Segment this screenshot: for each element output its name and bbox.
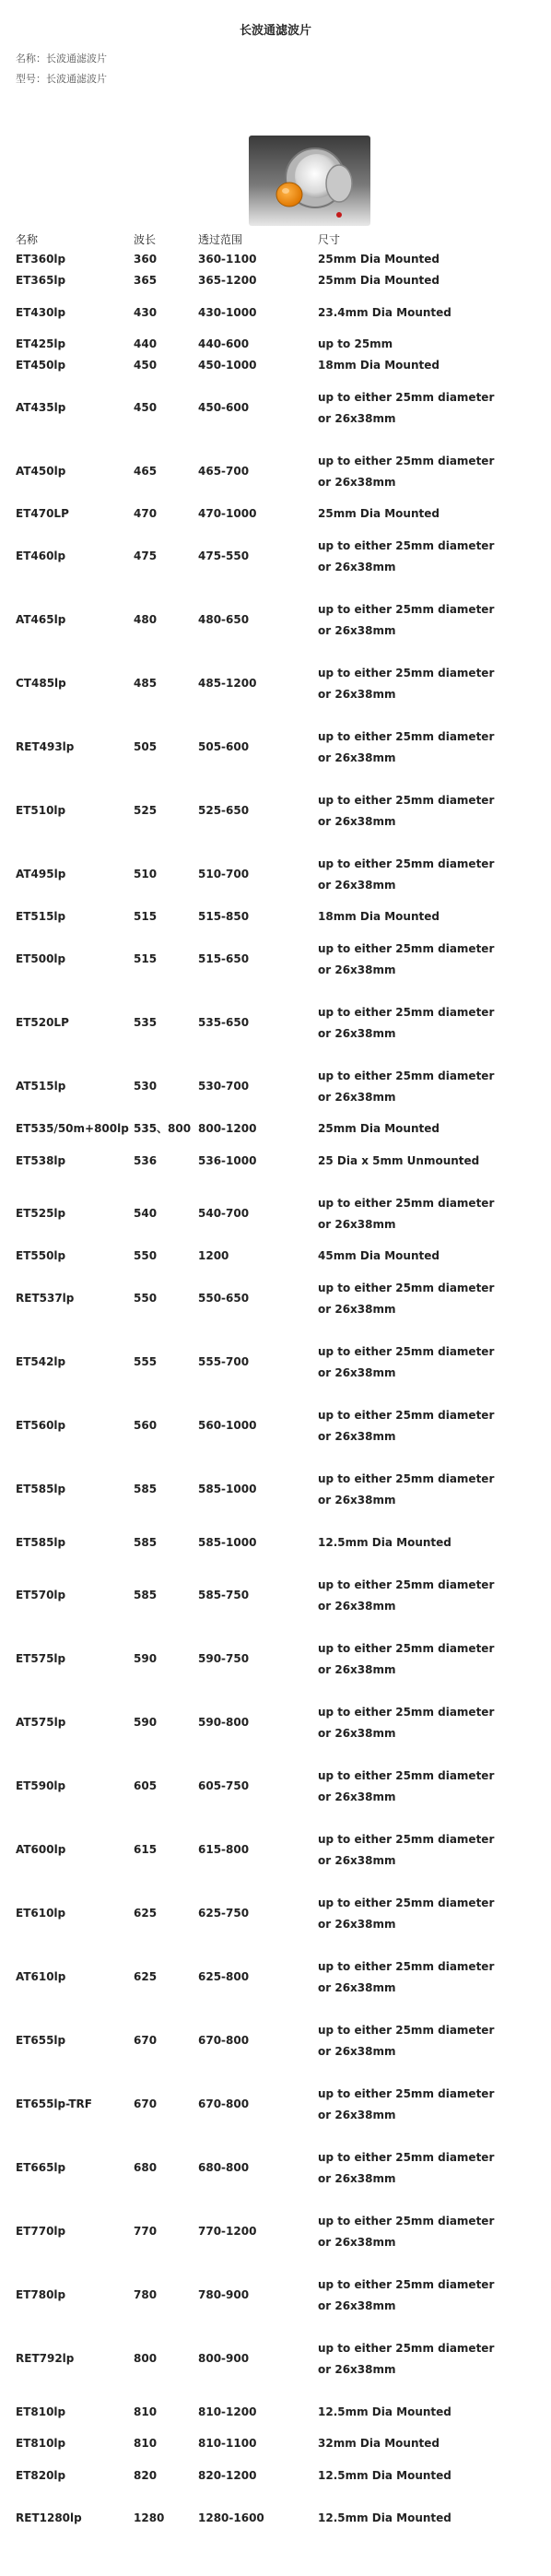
wavelength-cell: 510	[134, 868, 158, 880]
filter-name-cell: ET655lp-TRF	[16, 2097, 92, 2110]
table-row	[16, 1394, 495, 1458]
size-cell: 18mm Dia Mounted	[318, 910, 440, 923]
transmission-range-cell: 515-650	[198, 952, 250, 965]
size-cell: up to 25mm	[318, 337, 393, 350]
transmission-range-cell: 1280-1600	[198, 2511, 264, 2524]
table-row	[16, 355, 495, 376]
size-cell: 25mm Dia Mounted	[318, 274, 440, 287]
transmission-range-cell: 585-750	[198, 1589, 250, 1601]
transmission-range-cell: 585-1000	[198, 1535, 257, 1549]
table-row	[16, 1118, 495, 1140]
transmission-range-cell: 430-1000	[198, 305, 257, 319]
filter-name-cell: ET770lp	[16, 2225, 66, 2238]
size-cell: 18mm Dia Mounted	[318, 359, 440, 372]
filter-name-cell: RET1280lp	[16, 2511, 82, 2524]
table-row	[16, 715, 495, 779]
wavelength-cell: 810	[134, 2437, 158, 2450]
wavelength-cell: 670	[134, 2034, 158, 2047]
size-cell: up to either 25mm diameter or 26x38mm	[318, 1578, 495, 1613]
transmission-range-cell: 625-750	[198, 1907, 250, 1920]
transmission-range-cell: 670-800	[198, 2097, 250, 2110]
size-cell: 45mm Dia Mounted	[318, 1249, 440, 1262]
filter-name-cell: RET493lp	[16, 740, 75, 753]
transmission-range-cell: 585-1000	[198, 1483, 257, 1495]
transmission-range-cell: 470-1000	[198, 507, 257, 520]
header-name: 名称	[16, 232, 39, 246]
size-cell: up to either 25mm diameter or 26x38mm	[318, 2086, 495, 2121]
table-row	[16, 1945, 495, 2009]
transmission-range-cell: 770-1200	[198, 2225, 257, 2238]
size-cell: up to either 25mm diameter or 26x38mm	[318, 2341, 495, 2376]
table-row	[16, 1882, 495, 1945]
filter-name-cell: ET560lp	[16, 1419, 66, 1432]
filter-name-cell: ET425lp	[16, 337, 66, 350]
wavelength-cell: 810	[134, 2405, 158, 2418]
size-cell: 25mm Dia Mounted	[318, 507, 440, 520]
wavelength-cell: 780	[134, 2288, 158, 2301]
wavelength-cell: 480	[134, 613, 158, 626]
size-cell: up to either 25mm diameter or 26x38mm	[318, 666, 495, 701]
product-name-label: 名称：长波通滤波片	[16, 53, 107, 65]
size-cell: 25mm Dia Mounted	[318, 1122, 440, 1135]
table-row	[16, 503, 495, 525]
table-row	[16, 2009, 495, 2073]
filter-name-cell: CT485lp	[16, 677, 66, 690]
filter-name-cell: ET610lp	[16, 1907, 66, 1920]
wavelength-cell: 540	[134, 1207, 158, 1220]
filter-name-cell: ET810lp	[16, 2437, 66, 2450]
table-row	[16, 440, 495, 503]
table-row	[16, 270, 495, 291]
size-cell: up to either 25mm diameter or 26x38mm	[318, 941, 495, 976]
filter-name-cell: AT515lp	[16, 1080, 66, 1093]
size-cell: up to either 25mm diameter or 26x38mm	[318, 2214, 495, 2249]
size-cell: up to either 25mm diameter or 26x38mm	[318, 1471, 495, 1507]
transmission-range-cell: 360-1100	[198, 253, 257, 266]
filter-name-cell: ET360lp	[16, 253, 66, 266]
filter-name-cell: ET665lp	[16, 2161, 66, 2174]
size-cell: 23.4mm Dia Mounted	[318, 305, 451, 319]
table-row	[16, 1521, 495, 1564]
transmission-range-cell: 525-650	[198, 804, 250, 817]
table-row	[16, 1140, 495, 1182]
transmission-range-cell: 510-700	[198, 868, 250, 880]
table-row	[16, 2391, 495, 2433]
filter-name-cell: AT450lp	[16, 465, 66, 478]
table-row	[16, 1267, 495, 1330]
transmission-range-cell: 800-900	[198, 2352, 250, 2365]
size-cell: up to either 25mm diameter or 26x38mm	[318, 390, 495, 425]
wavelength-cell: 536	[134, 1153, 158, 1167]
transmission-range-cell: 605-750	[198, 1779, 250, 1792]
table-row	[16, 525, 495, 588]
wavelength-cell: 625	[134, 1907, 158, 1920]
wavelength-cell: 590	[134, 1652, 158, 1665]
filter-name-cell: ET585lp	[16, 1483, 66, 1495]
transmission-range-cell: 820-1200	[198, 2468, 257, 2482]
filter-name-cell: ET525lp	[16, 1207, 66, 1220]
wavelength-cell: 550	[134, 1292, 158, 1305]
size-cell: up to either 25mm diameter or 26x38mm	[318, 2023, 495, 2058]
size-cell: up to either 25mm diameter or 26x38mm	[318, 1768, 495, 1803]
filter-name-cell: ET460lp	[16, 549, 66, 562]
wavelength-cell: 440	[134, 337, 158, 350]
transmission-range-cell: 555-700	[198, 1355, 250, 1368]
transmission-range-cell: 1200	[198, 1249, 229, 1262]
table-row	[16, 1182, 495, 1246]
wavelength-cell: 820	[134, 2468, 158, 2482]
wavelength-cell: 470	[134, 507, 158, 520]
filter-name-cell: ET590lp	[16, 1779, 66, 1792]
wavelength-cell: 360	[134, 253, 158, 266]
transmission-range-cell: 560-1000	[198, 1419, 257, 1432]
wavelength-cell: 560	[134, 1419, 158, 1432]
table-body	[16, 249, 495, 2539]
size-cell: up to either 25mm diameter or 26x38mm	[318, 602, 495, 637]
table-row	[16, 991, 495, 1055]
transmission-range-cell: 590-750	[198, 1652, 250, 1665]
size-cell: up to either 25mm diameter or 26x38mm	[318, 729, 495, 764]
filter-name-cell: RET792lp	[16, 2352, 75, 2365]
size-cell: up to either 25mm diameter or 26x38mm	[318, 1069, 495, 1104]
transmission-range-cell: 615-800	[198, 1843, 250, 1856]
size-cell: 25mm Dia Mounted	[318, 253, 440, 266]
table-row	[16, 906, 495, 928]
table-row	[16, 2263, 495, 2327]
wavelength-cell: 535、800	[134, 1122, 192, 1135]
size-cell: 12.5mm Dia Mounted	[318, 2511, 451, 2524]
table-row	[16, 652, 495, 715]
transmission-range-cell: 450-600	[198, 401, 250, 414]
table-row	[16, 588, 495, 652]
size-cell: up to either 25mm diameter or 26x38mm	[318, 1705, 495, 1740]
table-row	[16, 2073, 495, 2136]
wavelength-cell: 505	[134, 740, 158, 753]
table-row	[16, 376, 495, 440]
filter-name-cell: ET570lp	[16, 1589, 66, 1601]
size-cell: 12.5mm Dia Mounted	[318, 2468, 451, 2482]
table-row	[16, 334, 495, 355]
table-row	[16, 1564, 495, 1627]
filter-product-image	[249, 136, 370, 226]
wavelength-cell: 515	[134, 910, 158, 923]
transmission-range-cell: 485-1200	[198, 677, 257, 690]
transmission-range-cell: 505-600	[198, 740, 250, 753]
filter-name-cell: ET515lp	[16, 910, 66, 923]
wavelength-cell: 525	[134, 804, 158, 817]
table-row	[16, 1246, 495, 1267]
table-row	[16, 1627, 495, 1691]
table-row	[16, 1330, 495, 1394]
filter-name-cell: ET810lp	[16, 2405, 66, 2418]
wavelength-cell: 365	[134, 274, 158, 287]
table-row	[16, 2454, 495, 2497]
wavelength-cell: 1280	[134, 2511, 165, 2524]
size-cell: up to either 25mm diameter or 26x38mm	[318, 793, 495, 828]
table-row	[16, 1055, 495, 1118]
filter-name-cell: AT465lp	[16, 613, 66, 626]
filter-name-cell: AT600lp	[16, 1843, 66, 1856]
filter-name-cell: ET470LP	[16, 507, 69, 520]
filter-name-cell: ET655lp	[16, 2034, 66, 2047]
product-photo	[249, 136, 370, 226]
table-row	[16, 1818, 495, 1882]
size-cell: up to either 25mm diameter or 26x38mm	[318, 857, 495, 892]
wavelength-cell: 670	[134, 2097, 158, 2110]
transmission-range-cell: 625-800	[198, 1970, 250, 1983]
wavelength-cell: 450	[134, 359, 158, 372]
table-row	[16, 1755, 495, 1818]
transmission-range-cell: 440-600	[198, 337, 250, 350]
filter-name-cell: RET537lp	[16, 1292, 75, 1305]
filter-name-cell: ET538lp	[16, 1153, 66, 1167]
wavelength-cell: 465	[134, 465, 158, 478]
table-row	[16, 928, 495, 991]
wavelength-cell: 615	[134, 1843, 158, 1856]
table-row	[16, 2327, 495, 2391]
filter-name-cell: ET365lp	[16, 274, 66, 287]
wavelength-cell: 585	[134, 1589, 158, 1601]
size-cell: up to either 25mm diameter or 26x38mm	[318, 538, 495, 573]
wavelength-cell: 590	[134, 1716, 158, 1729]
transmission-range-cell: 810-1200	[198, 2405, 257, 2418]
table-row	[16, 2433, 495, 2454]
filter-name-cell: ET542lp	[16, 1355, 66, 1368]
table-row	[16, 291, 495, 334]
filter-name-cell: ET585lp	[16, 1535, 66, 1549]
wavelength-cell: 770	[134, 2225, 158, 2238]
table-row	[16, 2497, 495, 2539]
table-header-row	[16, 229, 495, 249]
transmission-range-cell: 530-700	[198, 1080, 250, 1093]
wavelength-cell: 605	[134, 1779, 158, 1792]
size-cell: 25 Dia x 5mm Unmounted	[318, 1153, 480, 1167]
wavelength-cell: 475	[134, 549, 158, 562]
wavelength-cell: 625	[134, 1970, 158, 1983]
transmission-range-cell: 536-1000	[198, 1153, 257, 1167]
transmission-range-cell: 540-700	[198, 1207, 250, 1220]
wavelength-cell: 530	[134, 1080, 158, 1093]
filter-name-cell: ET450lp	[16, 359, 66, 372]
size-cell: up to either 25mm diameter or 26x38mm	[318, 1281, 495, 1316]
table-row	[16, 843, 495, 906]
wavelength-cell: 450	[134, 401, 158, 414]
filter-name-cell: ET520LP	[16, 1016, 69, 1029]
transmission-range-cell: 475-550	[198, 549, 250, 562]
filter-name-cell: ET430lp	[16, 305, 66, 319]
size-cell: up to either 25mm diameter or 26x38mm	[318, 1641, 495, 1676]
wavelength-cell: 430	[134, 305, 158, 319]
wavelength-cell: 515	[134, 952, 158, 965]
size-cell: 32mm Dia Mounted	[318, 2437, 440, 2450]
filter-name-cell: ET535/50m+800lp	[16, 1122, 129, 1135]
size-cell: 12.5mm Dia Mounted	[318, 1535, 451, 1549]
transmission-range-cell: 800-1200	[198, 1122, 257, 1135]
transmission-range-cell: 680-800	[198, 2161, 250, 2174]
header-transmission-range: 透过范围	[198, 232, 243, 246]
size-cell: up to either 25mm diameter or 26x38mm	[318, 1408, 495, 1443]
filter-name-cell: AT575lp	[16, 1716, 66, 1729]
size-cell: up to either 25mm diameter or 26x38mm	[318, 1896, 495, 1931]
size-cell: up to either 25mm diameter or 26x38mm	[318, 1196, 495, 1231]
size-cell: up to either 25mm diameter or 26x38mm	[318, 454, 495, 489]
filter-name-cell: ET550lp	[16, 1249, 66, 1262]
transmission-range-cell: 550-650	[198, 1292, 250, 1305]
wavelength-cell: 555	[134, 1355, 158, 1368]
filter-name-cell: ET575lp	[16, 1652, 66, 1665]
table-row	[16, 2200, 495, 2263]
wavelength-cell: 585	[134, 1535, 158, 1549]
filter-name-cell: ET500lp	[16, 952, 66, 965]
size-cell: up to either 25mm diameter or 26x38mm	[318, 1005, 495, 1040]
size-cell: up to either 25mm diameter or 26x38mm	[318, 1344, 495, 1379]
table-row	[16, 1691, 495, 1755]
header-size: 尺寸	[318, 232, 341, 246]
size-cell: up to either 25mm diameter or 26x38mm	[318, 1832, 495, 1867]
size-cell: up to either 25mm diameter or 26x38mm	[318, 2150, 495, 2185]
filter-name-cell: ET780lp	[16, 2288, 66, 2301]
wavelength-cell: 550	[134, 1249, 158, 1262]
filter-name-cell: AT435lp	[16, 401, 66, 414]
size-cell: up to either 25mm diameter or 26x38mm	[318, 2277, 495, 2312]
transmission-range-cell: 780-900	[198, 2288, 250, 2301]
page-title: 长波通滤波片	[239, 24, 311, 38]
filter-name-cell: ET820lp	[16, 2468, 66, 2482]
transmission-range-cell: 535-650	[198, 1016, 250, 1029]
wavelength-cell: 485	[134, 677, 158, 690]
table-row	[16, 2136, 495, 2200]
table-row	[16, 1458, 495, 1521]
transmission-range-cell: 465-700	[198, 465, 250, 478]
size-cell: up to either 25mm diameter or 26x38mm	[318, 1959, 495, 1994]
transmission-range-cell: 365-1200	[198, 274, 257, 287]
filter-name-cell: AT610lp	[16, 1970, 66, 1983]
transmission-range-cell: 810-1100	[198, 2437, 257, 2450]
transmission-range-cell: 450-1000	[198, 359, 257, 372]
wavelength-cell: 585	[134, 1483, 158, 1495]
wavelength-cell: 535	[134, 1016, 158, 1029]
table-row	[16, 779, 495, 843]
wavelength-cell: 800	[134, 2352, 158, 2365]
product-model-label: 型号：长波通滤波片	[16, 73, 107, 85]
wavelength-cell: 680	[134, 2161, 158, 2174]
filter-name-cell: AT495lp	[16, 868, 66, 880]
transmission-range-cell: 480-650	[198, 613, 250, 626]
filter-name-cell: ET510lp	[16, 804, 66, 817]
spec-table	[16, 229, 495, 2539]
transmission-range-cell: 515-850	[198, 910, 250, 923]
table-row	[16, 249, 495, 270]
size-cell: 12.5mm Dia Mounted	[318, 2405, 451, 2418]
transmission-range-cell: 590-800	[198, 1716, 250, 1729]
header-wavelength: 波长	[134, 232, 157, 246]
transmission-range-cell: 670-800	[198, 2034, 250, 2047]
